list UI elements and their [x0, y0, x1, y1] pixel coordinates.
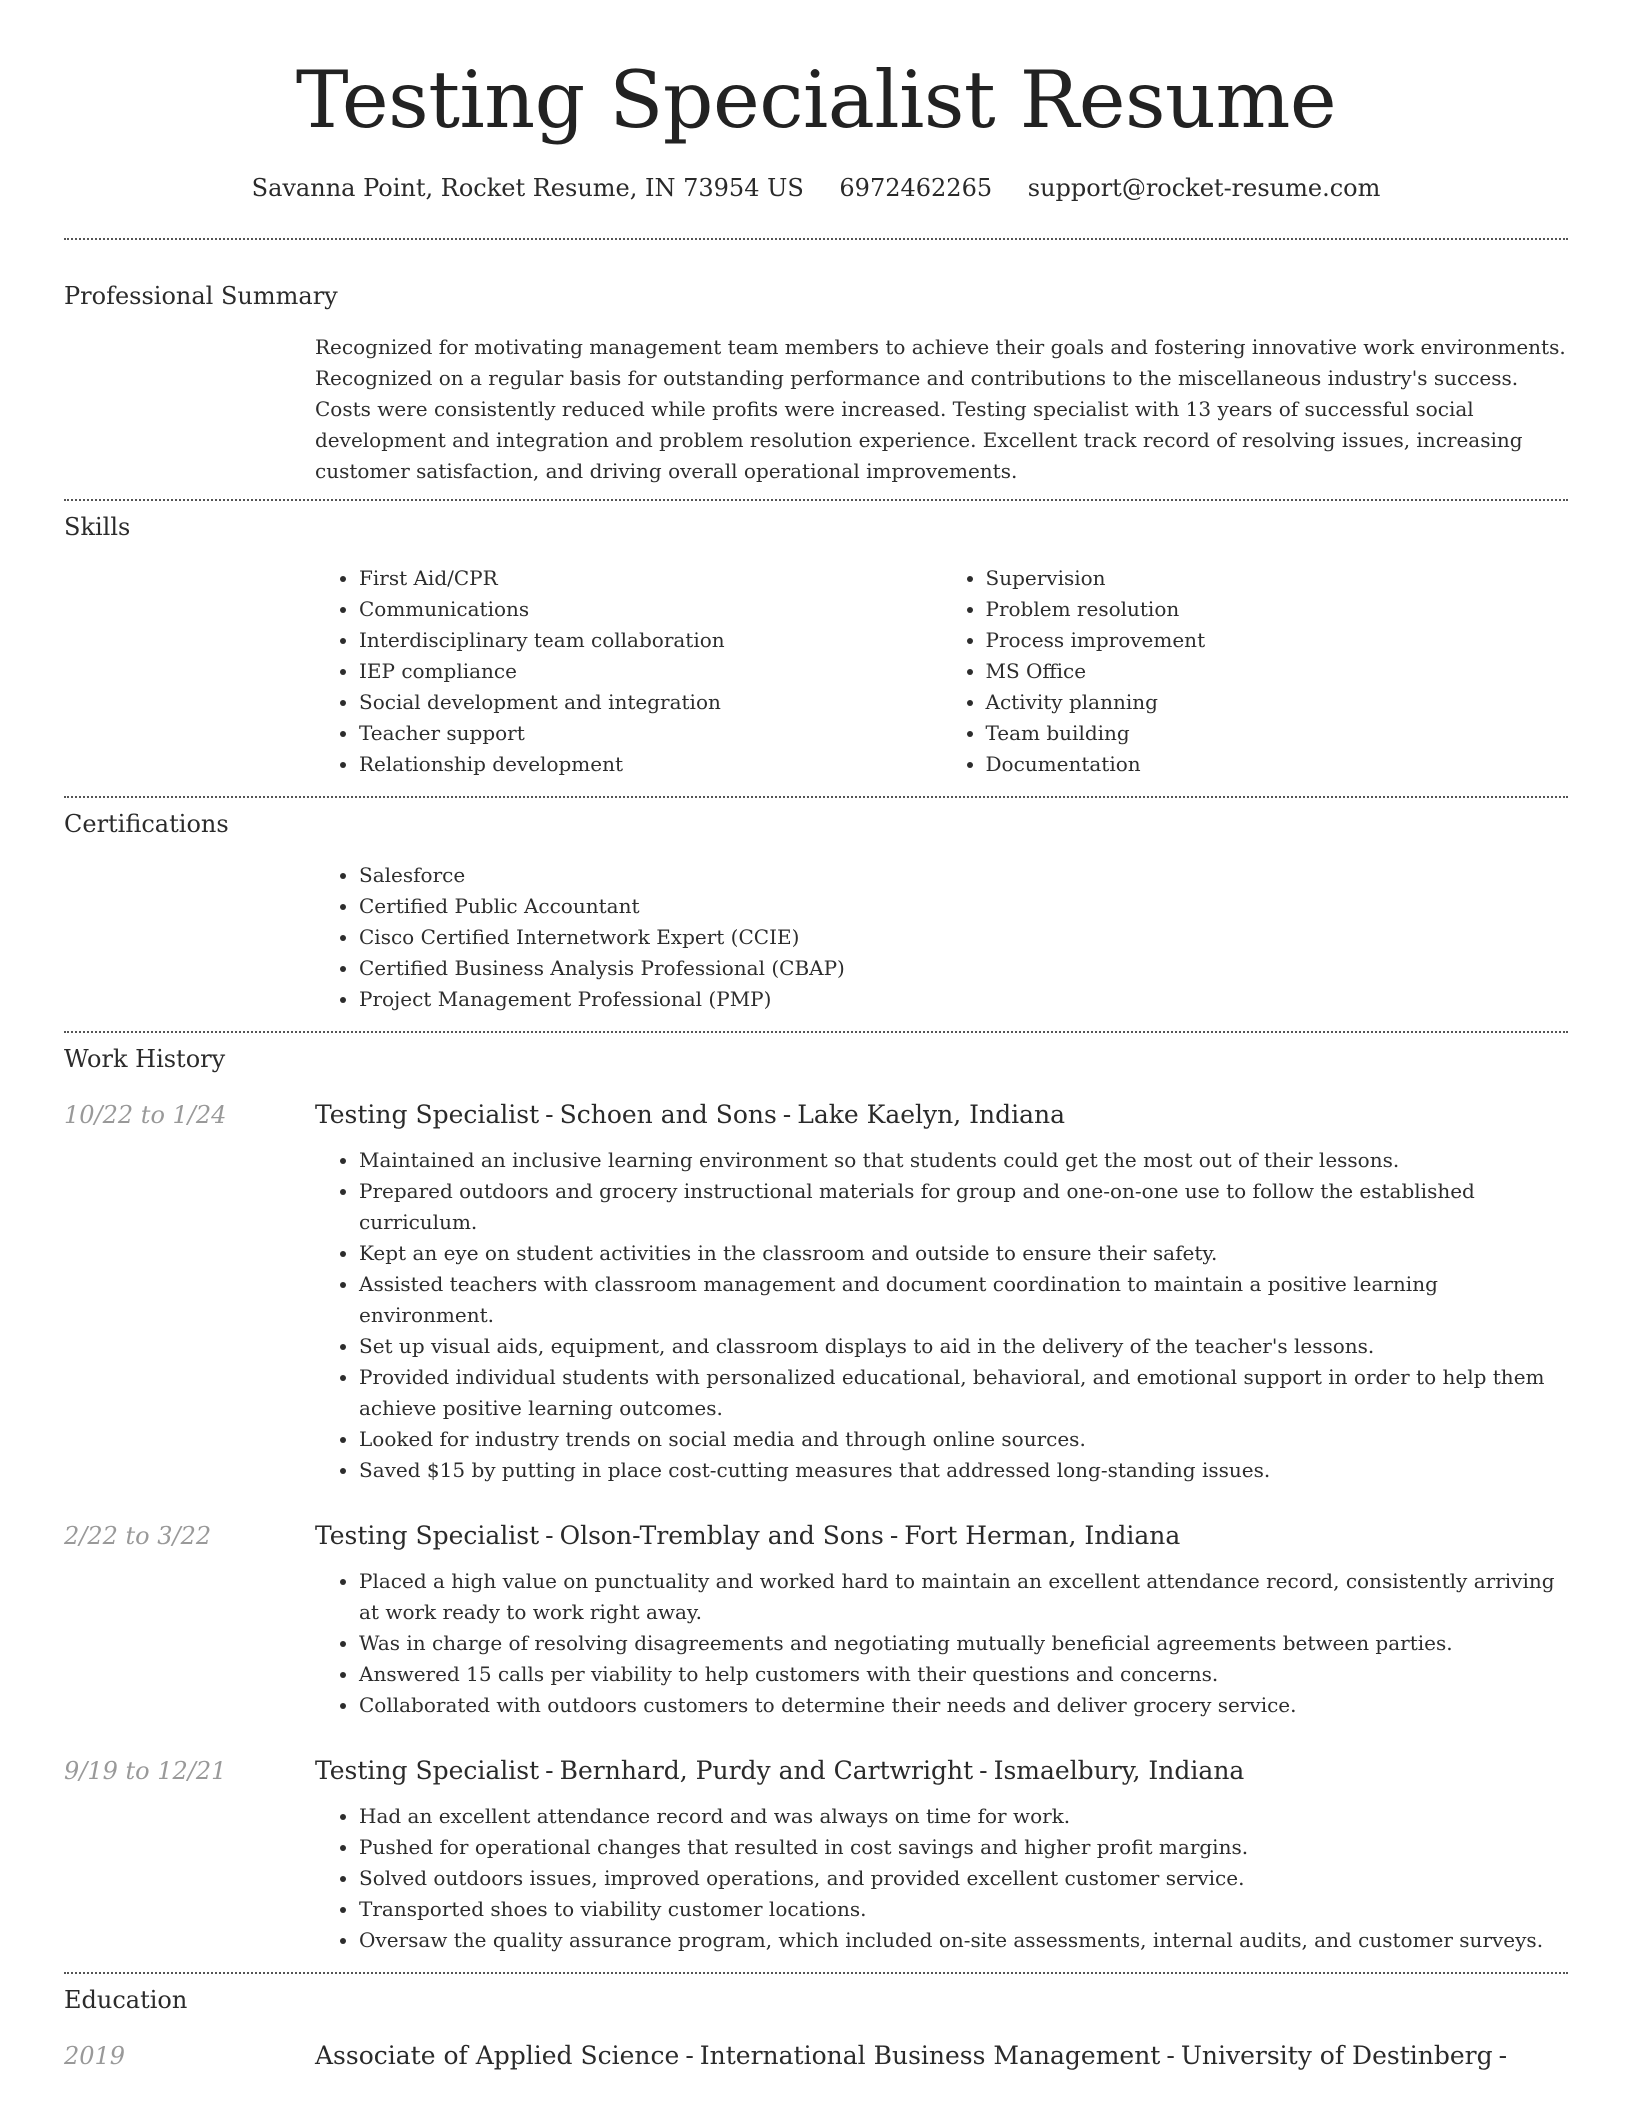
certifications-content [315, 860, 1568, 1015]
summary-content [315, 332, 1568, 487]
job-details [315, 1145, 1568, 1486]
certification-item: • Certified Business Analysis Professional (CBAP) [359, 953, 1568, 984]
job-company: Olson-Tremblay and Sons [559, 1521, 884, 1550]
skills-content [315, 563, 1568, 780]
summary-section [64, 280, 1568, 487]
job-bullet: • Had an excellent attendance record and was always on time for work. [359, 1801, 1568, 1832]
job-bullet: • Oversaw the quality assurance program, which included on-site assessments, internal audits, and customer surveys. [359, 1925, 1568, 1956]
job-bullet: • Pushed for operational changes that resulted in cost savings and higher profit margins. [359, 1832, 1568, 1863]
job-title: Testing Specialist [315, 1756, 540, 1785]
job-bullet: • Assisted teachers with classroom management and document coordination to maintain a positive learning environment. [359, 1269, 1568, 1331]
job-company: Bernhard, Purdy and Cartwright [559, 1756, 974, 1785]
skill-item: • Problem resolution [986, 594, 1569, 625]
certifications-list [315, 860, 1568, 1015]
job-bullet: • Maintained an inclusive learning environment so that students could get the most out of their lessons. [359, 1145, 1568, 1176]
certification-item: • Salesforce [359, 860, 1568, 891]
job-bullet: • Provided individual students with personalized educational, behavioral, and emotional support in order to help them achieve positive learning outcomes. [359, 1362, 1568, 1424]
skill-item: • IEP compliance [359, 656, 942, 687]
job-dates: 9/19 to 12/21 [64, 1757, 227, 1785]
divider [64, 238, 1568, 240]
divider [64, 796, 1568, 798]
education-heading: Associate of Applied Science - International Business Management - University of Destinberg - [315, 2041, 1508, 2070]
certification-item: • Certified Public Accountant [359, 891, 1568, 922]
job-location: Fort Herman, Indiana [904, 1521, 1181, 1550]
contact-info [64, 172, 1568, 204]
address: Savanna Point, Rocket Resume, IN 73954 US [251, 174, 804, 202]
job-bullets [315, 1566, 1568, 1721]
job-bullet: • Looked for industry trends on social media and through online sources. [359, 1424, 1568, 1455]
resume-title: Testing Specialist Resume [295, 54, 1337, 146]
job-entry [64, 1520, 1568, 1721]
education-degree: Associate of Applied Science [315, 2041, 680, 2070]
email: support@rocket-resume.com [1027, 174, 1381, 202]
job-company: Schoen and Sons [559, 1100, 777, 1129]
skills-grid [315, 563, 1568, 780]
job-heading: Testing Specialist - Olson-Tremblay and Sons - Fort Herman, Indiana [315, 1521, 1181, 1550]
section-heading-summary: Professional Summary [64, 282, 338, 310]
job-location: Ismaelbury, Indiana [993, 1756, 1245, 1785]
job-dates: 2/22 to 3/22 [64, 1522, 212, 1550]
job-bullet: • Saved $15 by putting in place cost-cutting measures that addressed long-standing issues. [359, 1455, 1568, 1486]
job-bullet: • Transported shoes to viability customer locations. [359, 1894, 1568, 1925]
job-title: Testing Specialist [315, 1100, 540, 1129]
job-bullet: • Placed a high value on punctuality and worked hard to maintain an excellent attendance record, consistently arriving at work ready to work right away. [359, 1566, 1568, 1628]
skill-item: • Social development and integration [359, 687, 942, 718]
job-bullet: • Collaborated with outdoors customers to determine their needs and deliver grocery service. [359, 1690, 1568, 1721]
skill-item: • Interdisciplinary team collaboration [359, 625, 942, 656]
job-dates: 10/22 to 1/24 [64, 1101, 227, 1129]
summary-text: Recognized for motivating management team members to achieve their goals and fostering innovative work environments. Recognized on a regular basis for outstanding performance and contributions to the miscellaneous industry's success. Costs were consistently reduced while profits were increased. Testing specialist with 13 years of successful social development and integration and problem resolution experience. Excellent track record of resolving issues, increasing customer satisfaction, and driving overall operational improvements. [315, 335, 1566, 483]
work-history-section [64, 1043, 1568, 1956]
section-heading-education: Education [64, 1986, 188, 2014]
skill-item: • Teacher support [359, 718, 942, 749]
job-location: Lake Kaelyn, Indiana [797, 1100, 1066, 1129]
job-bullet: • Was in charge of resolving disagreements and negotiating mutually beneficial agreements between parties. [359, 1628, 1568, 1659]
job-bullet: • Prepared outdoors and grocery instructional materials for group and one-on-one use to follow the established curriculum. [359, 1176, 1568, 1238]
skills-list-right [942, 563, 1569, 780]
job-details [315, 1566, 1568, 1721]
education-trailing: - [1498, 2041, 1508, 2070]
job-bullet: • Solved outdoors issues, improved operations, and provided excellent customer service. [359, 1863, 1568, 1894]
phone: 6972462265 [839, 174, 993, 202]
job-bullet: • Answered 15 calls per viability to help customers with their questions and concerns. [359, 1659, 1568, 1690]
skill-item: • Team building [986, 718, 1569, 749]
section-heading-certifications: Certifications [64, 810, 229, 838]
skill-item: • Process improvement [986, 625, 1569, 656]
education-year: 2019 [64, 2042, 126, 2070]
job-title: Testing Specialist [315, 1521, 540, 1550]
skill-item: • MS Office [986, 656, 1569, 687]
skill-item: • Relationship development [359, 749, 942, 780]
job-details [315, 1801, 1568, 1956]
job-heading: Testing Specialist - Bernhard, Purdy and Cartwright - Ismaelbury, Indiana [315, 1756, 1245, 1785]
job-entry [64, 1755, 1568, 1956]
skill-item: • Communications [359, 594, 942, 625]
job-bullet: • Kept an eye on student activities in the classroom and outside to ensure their safety. [359, 1238, 1568, 1269]
skill-item: • First Aid/CPR [359, 563, 942, 594]
job-bullets [315, 1801, 1568, 1956]
education-section [64, 1984, 1568, 2072]
divider [64, 1972, 1568, 1974]
resume-page [64, 0, 1568, 2072]
certification-item: • Project Management Professional (PMP) [359, 984, 1568, 1015]
skill-item: • Activity planning [986, 687, 1569, 718]
section-heading-skills: Skills [64, 513, 131, 541]
divider [64, 1031, 1568, 1033]
education-school: University of Destinberg [1180, 2041, 1493, 2070]
section-heading-work-history: Work History [64, 1045, 226, 1073]
education-entry [64, 2040, 1568, 2072]
certifications-section [64, 808, 1568, 1015]
divider [64, 499, 1568, 501]
skill-item: • Documentation [986, 749, 1569, 780]
job-bullet: • Set up visual aids, equipment, and classroom displays to aid in the delivery of the teacher's lessons. [359, 1331, 1568, 1362]
skills-list-left [315, 563, 942, 780]
certification-item: • Cisco Certified Internetwork Expert (CCIE) [359, 922, 1568, 953]
job-heading: Testing Specialist - Schoen and Sons - Lake Kaelyn, Indiana [315, 1100, 1066, 1129]
skills-section [64, 511, 1568, 780]
education-field: International Business Management [699, 2041, 1161, 2070]
skill-item: • Supervision [986, 563, 1569, 594]
job-bullets [315, 1145, 1568, 1486]
job-entry [64, 1099, 1568, 1486]
